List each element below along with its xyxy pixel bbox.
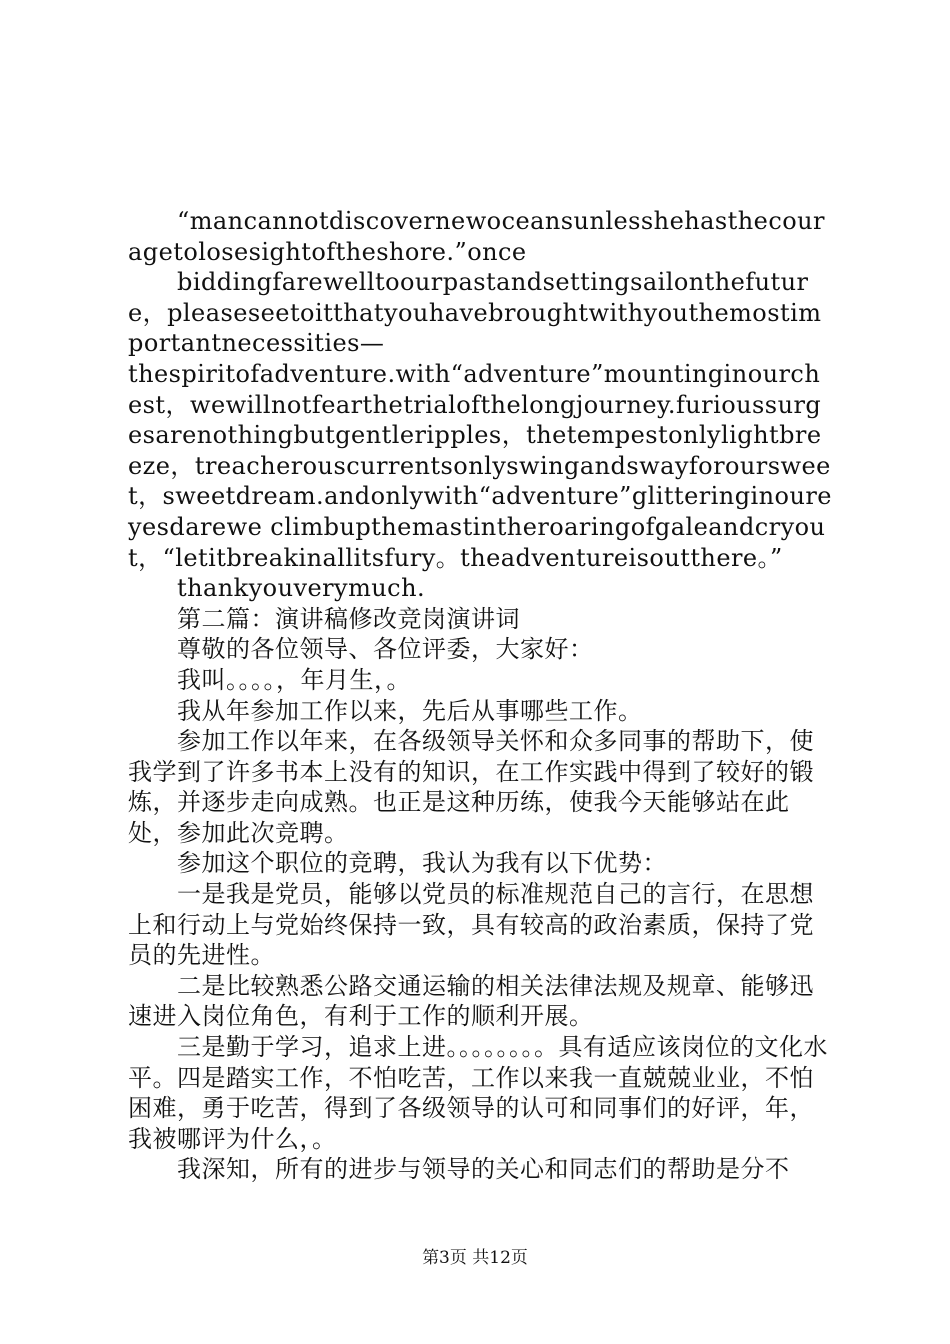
paragraph-intro: 我叫。。。。，年月生，。 (177, 665, 411, 694)
section-heading: 第二篇：演讲稿修改竞岗演讲词 (177, 604, 520, 633)
paragraph-quote: “mancannotdiscovernewoceansunlesshehasthecouragetolosesightoftheshore.”once (128, 207, 825, 266)
paragraph-farewell: biddingfarewelltoourpastandsettingsailonthefuture，pleaseseetoitthatyouhavebroughtwithyouthemostimportantnecessities— (128, 268, 822, 358)
paragraph-work-history: 我从年参加工作以来，先后从事哪些工作。 (177, 696, 643, 725)
paragraph-advantage-1: 一是我是党员，能够以党员的标准规范自己的言行，在思想上和行动上与党始终保持一致，具有较高的政治素质，保持了党员的先进性。 (128, 880, 814, 970)
paragraph-advantage-2: 二是比较熟悉公路交通运输的相关法律法规及规章、能够迅速进入岗位角色，有利于工作的顺利开展。 (128, 971, 814, 1031)
paragraph-thanks: thankyouverymuch. (177, 574, 426, 603)
paragraph-experience: 参加工作以年来，在各级领导关怀和众多同事的帮助下，使我学到了许多书本上没有的知识，在工作实践中得到了较好的锻炼，并逐步走向成熟。也正是这种历练，使我今天能够站在此处，参加此次竞聘。 (128, 727, 814, 847)
page-number: 第3页 共12页 (422, 1248, 528, 1268)
paragraph-adventure: thespiritofadventure.with“adventure”mountinginourchest，wewillnotfearthetrialofthelongjourney.furioussurgesarenothingbutgentleripples，thetempestonlylightbreeze，treacherouscurrentsonlyswingandswayforoursweet，sweetdream.andonlywith“adventure”glitteringinoureyesdarewe climbupthemastintheroaringofgaleandcryout，“letitbreakinallitsfury。theadventureisoutthere。” (128, 359, 832, 572)
paragraph-advantage-3-4: 三是勤于学习，追求上进。。。。。。。。具有适应该岗位的文化水平。四是踏实工作，不怕吃苦，工作以来我一直兢兢业业，不怕困难，勇于吃苦，得到了各级领导的认可和同事们的好评，年，我被哪评为什么，。 (128, 1033, 828, 1153)
paragraph-greeting: 尊敬的各位领导、各位评委，大家好： (177, 635, 594, 664)
paragraph-closing: 我深知，所有的进步与领导的关心和同志们的帮助是分不 (177, 1155, 790, 1184)
document-body (128, 206, 833, 1185)
paragraph-advantages-intro: 参加这个职位的竞聘，我认为我有以下优势： (177, 849, 667, 878)
